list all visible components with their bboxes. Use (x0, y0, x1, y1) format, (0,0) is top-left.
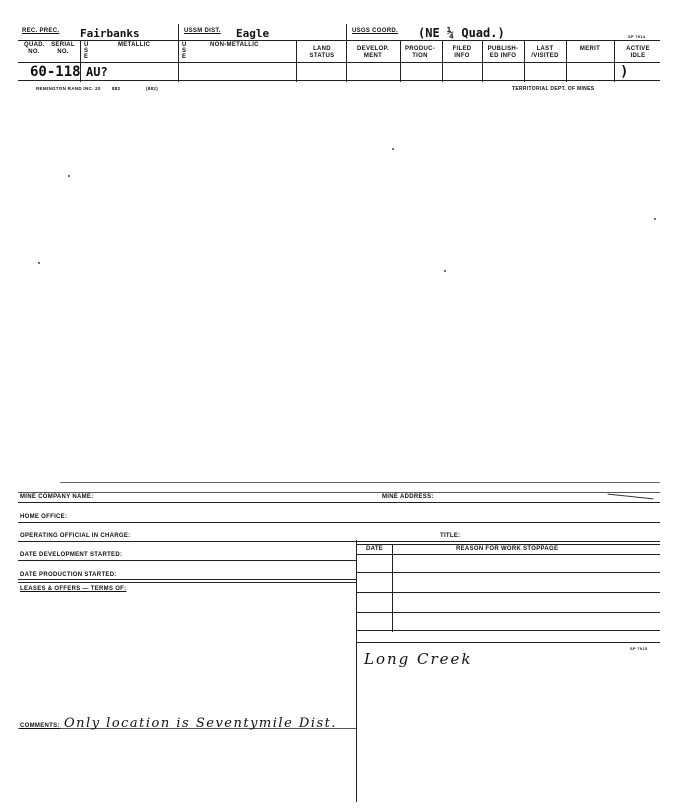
date-prod-started-label: DATE PRODUCTION STARTED: (20, 572, 117, 578)
dept-text: TERRITORIAL DEPT. OF MINES (512, 86, 595, 92)
usgs-coord-label: USGS COORD. (352, 28, 398, 34)
col-use-metallic: U S E (84, 42, 89, 60)
col-development: DEVELOP. MENT (357, 46, 389, 59)
col-metallic: METALLIC (118, 42, 151, 48)
col-production: PRODUC- TION (404, 46, 436, 59)
usgs-coord-value: (NE ¼ Quad.) (418, 26, 505, 40)
rec-prec-value: Fairbanks (80, 27, 140, 40)
ussm-dist-value: Eagle (236, 27, 270, 40)
home-office-label: HOME OFFICE: (20, 514, 68, 520)
comments-label: COMMENTS: (20, 723, 60, 729)
printer-text: REMINGTON RAND INC. 20 (36, 86, 101, 91)
col-last-visited: LAST /VISITED (531, 46, 559, 59)
reason-stoppage-label: REASON FOR WORK STOPPAGE (456, 546, 559, 552)
col-active-idle: ACTIVE IDLE (626, 46, 650, 59)
ussm-dist-label: USSM DIST. (184, 28, 221, 34)
leases-offers-label: LEASES & OFFERS — TERMS OF: (20, 586, 127, 592)
code-1: 882 (112, 86, 121, 91)
col-use-nonmetallic: U S E (182, 42, 187, 60)
mine-company-name-label: MINE COMPANY NAME: (20, 494, 94, 500)
date-col-label: DATE (366, 546, 384, 552)
location-note: Long Creek (364, 650, 473, 668)
col-land-status: LAND STATUS (309, 46, 335, 59)
date-dev-started-label: DATE DEVELOPMENT STARTED: (20, 552, 123, 558)
form-number-bottom: SP 7915 (630, 646, 648, 651)
rec-prec-label: REC. PREC. (22, 28, 60, 34)
col-published-info: PUBLISH- ED INFO (487, 46, 519, 59)
col-serial-no: SERIAL NO. (51, 42, 75, 55)
mine-address-label: MINE ADDRESS: (382, 494, 434, 500)
operating-official-label: OPERATING OFFICIAL IN CHARGE: (20, 533, 131, 539)
code-2: (882) (146, 86, 159, 91)
col-non-metallic: NON-METALLIC (210, 42, 259, 48)
col-filed-info: FILED INFO (452, 46, 472, 59)
col-quad-no: QUAD. NO. (24, 42, 45, 55)
active-idle-mark: ) (620, 64, 629, 80)
comments-value: Only location is Seventymile Dist. (64, 716, 338, 731)
metallic-value: AU? (86, 65, 108, 79)
col-merit: MERIT (579, 46, 601, 52)
form-number-top: SP 7914 (628, 34, 646, 39)
title-label: TITLE: (440, 533, 461, 539)
quad-serial-value: 60-118 (30, 64, 81, 80)
